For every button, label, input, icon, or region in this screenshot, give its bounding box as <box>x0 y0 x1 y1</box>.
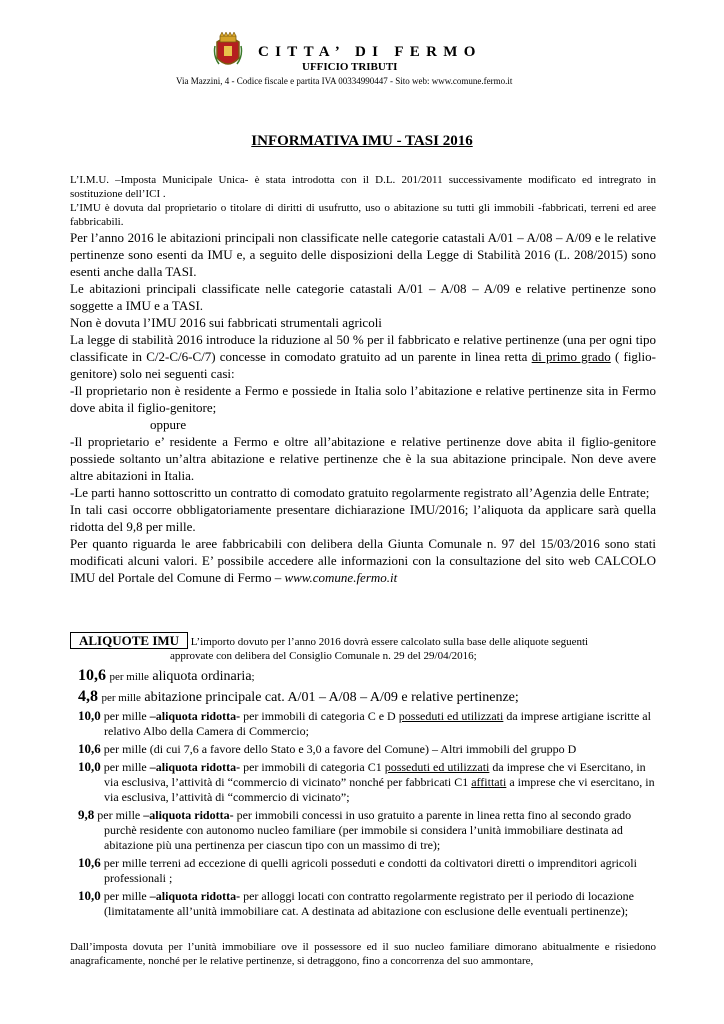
rate-row <box>78 741 658 757</box>
rate-row <box>78 759 658 805</box>
underlined-text: posseduti ed utilizzati <box>384 760 490 774</box>
address-line: Via Mazzini, 4 - Codice fiscale e partita IVA 00334990447 - Sito web: www.comune.fermo.it <box>176 76 513 86</box>
per-mille-label: per mille <box>109 671 149 683</box>
rate-text: per alloggi locati con contratto regolarmente registrato per il periodo di locazione (limitatamente all’unità immobiliare cat. A destinata ad abitazione con esclusione delle eventuali pertinenze); <box>104 889 634 918</box>
rate-text: per mille (di cui 7,6 a favore dello Stato e 3,0 a favore del Comune) – Altri immobili del gruppo D <box>100 742 577 756</box>
aliquote-section <box>70 632 660 663</box>
rate-text: da imprese che vi Esercitano, in via esclusiva, l’attività di “commercio di vicinato” nonché per fabbricati C1 <box>104 760 646 789</box>
rate-row <box>78 888 658 919</box>
intro-paragraph: L’IMU è dovuta dal proprietario o titolare di diritti di usufrutto, uso o abitazione su tutti gli immobili -fabbricati, terreni ed aree fabbricabili. <box>70 202 656 228</box>
rate-row <box>78 855 658 886</box>
page-title: INFORMATIVA IMU - TASI 2016 <box>251 133 473 149</box>
website-link[interactable]: www.comune.fermo.it <box>284 570 398 585</box>
document-body <box>70 173 656 586</box>
oppure-label: oppure <box>150 417 187 432</box>
body-paragraph <box>70 331 656 382</box>
city-crest-icon <box>213 32 243 72</box>
rate-row <box>78 687 658 708</box>
rate-reduced-label: –aliquota ridotta- <box>149 709 241 723</box>
rate-row <box>78 807 658 853</box>
body-paragraph: Le abitazioni principali classificate nelle categorie catastali A/01 – A/08 – A/09 e relative pertinenze sono soggette a IMU e a TASI. <box>70 281 656 313</box>
aliquote-label: ALIQUOTE IMU <box>70 632 188 649</box>
body-paragraph: -Il proprietario non è residente a Fermo e possiede in Italia solo l’abitazione e relative pertinenze sita in Fermo dove abita il figlio-genitore; <box>70 383 656 415</box>
rate-value: 10,6 <box>78 855 101 870</box>
body-paragraph: In tali casi occorre obbligatoriamente presentare dichiarazione IMU/2016; l’aliquota da applicare sarà quella ridotta del 9,8 per mille. <box>70 502 656 534</box>
body-paragraph: Non è dovuta l’IMU 2016 sui fabbricati strumentali agricoli <box>70 315 382 330</box>
rate-value: 10,0 <box>78 708 101 723</box>
body-paragraph: -Il proprietario e’ residente a Fermo e oltre all’abitazione e relative pertinenze dove abita il figlio-genitore possiede soltanto un’altra abitazione e relative pertinenze che è la sua abitazione principale. Non deve avere altre abitazioni in Italia. <box>70 434 656 483</box>
rate-text: aliquota ordinaria <box>148 669 252 684</box>
footer-paragraph: Dall’imposta dovuta per l’unità immobiliare ove il possessore ed il suo nucleo familiare dimorano abitualmente e risiedono anagraficamente, nonché per le relative pertinenze, si detraggono, fino a concorrenza del suo ammontare, <box>70 941 656 967</box>
rate-text: da imprese artigiane iscritte al relativo Albo della Camera di Commercio; <box>104 709 651 738</box>
rate-reduced-label: –aliquota ridotta- <box>143 808 234 822</box>
underlined-text: affittati <box>471 775 507 789</box>
body-paragraph: Per l’anno 2016 le abitazioni principali non classificate nelle categorie catastali A/01 – A/08 – A/09 e le relative pertinenze sono esenti da IMU e, a seguito delle disposizioni della Legge di Stabilità 2016 (L. 208/2015) sono esenti anche dalla TASI. <box>70 230 656 279</box>
city-name: CITTA’ DI FERMO <box>258 44 482 60</box>
body-paragraph <box>70 535 656 586</box>
rate-text: per immobili concessi in uso gratuito a parente in linea retta fino al secondo grado purchè residente con autonomo nucleo familiare (per immobile si considera l’unità immobiliare destinata ad abitazione più una pertinenza per ciascun tipo con un massimo di tre); <box>104 808 632 852</box>
rate-reduced-label: –aliquota ridotta- <box>149 760 241 774</box>
rate-text: ; <box>251 671 255 683</box>
intro-paragraph: L’I.M.U. –Imposta Municipale Unica- è stata introdotta con il D.L. 201/2011 successivamente modificato ed intregrato in sostituzione dell’ICI . <box>70 174 656 200</box>
text-span: Per quanto riguarda le aree fabbricabili con delibera della Giunta Comunale n. 97 del 15/03/2016 sono stati modificati alcuni valori. E’ possibile accedere alle informazioni con la consultazione del sito web CALCOLO IMU del Portale del Comune di Fermo – <box>70 536 656 585</box>
rate-text: per mille terreni ad eccezione di quelli agricoli posseduti e condotti da coltivatori diretti o imprenditori agricoli professionali ; <box>100 856 637 885</box>
rate-text: per immobili di categoria C e D <box>240 709 399 723</box>
rate-text: per immobili di categoria C1 <box>240 760 385 774</box>
underlined-text: di primo grado <box>531 349 611 364</box>
underlined-text: posseduti ed utilizzati <box>398 709 504 723</box>
rate-value: 9,8 <box>78 807 95 822</box>
rate-value: 10,6 <box>78 667 106 684</box>
rate-value: 10,0 <box>78 759 101 774</box>
body-paragraph: -Le parti hanno sottoscritto un contratto di comodato gratuito regolarmente registrato all’Agenzia delle Entrate; <box>70 485 650 500</box>
rate-value: 4,8 <box>78 688 98 705</box>
rate-text: a imprese che vi esercitano, in via esclusiva, l’attività di “commercio di vicinato”; <box>104 775 655 804</box>
rate-value: 10,0 <box>78 888 101 903</box>
rate-text: abitazione principale cat. A/01 – A/08 – A/09 e relative pertinenze; <box>140 690 519 705</box>
text-span: La legge di stabilità 2016 introduce la riduzione al 50 % per il fabbricato e relative pertinenze (una per ogni tipo classificate in C/2-C/6-C/7) concesse in comodato gratuito ad un parente in linea retta <box>70 332 656 364</box>
per-mille-label: per mille <box>101 692 141 704</box>
rate-text: per mille <box>100 760 150 774</box>
text-span: ( figlio-genitore) solo nei seguenti casi: <box>70 349 656 381</box>
aliquote-intro: L’importo dovuto per l’anno 2016 dovrà essere calcolato sulla base delle aliquote seguenti <box>188 636 589 648</box>
rate-row <box>78 666 658 687</box>
rate-reduced-label: –aliquota ridotta- <box>149 889 241 903</box>
aliquote-intro-sub: approvate con delibera del Consiglio Comunale n. 29 del 29/04/2016; <box>170 650 477 662</box>
rate-text: per mille <box>94 808 144 822</box>
rate-text: per mille <box>100 709 150 723</box>
office-name: UFFICIO TRIBUTI <box>302 61 398 73</box>
rate-text: per mille <box>100 889 150 903</box>
rate-value: 10,6 <box>78 741 101 756</box>
rate-row <box>78 708 658 739</box>
rate-list <box>78 666 658 919</box>
